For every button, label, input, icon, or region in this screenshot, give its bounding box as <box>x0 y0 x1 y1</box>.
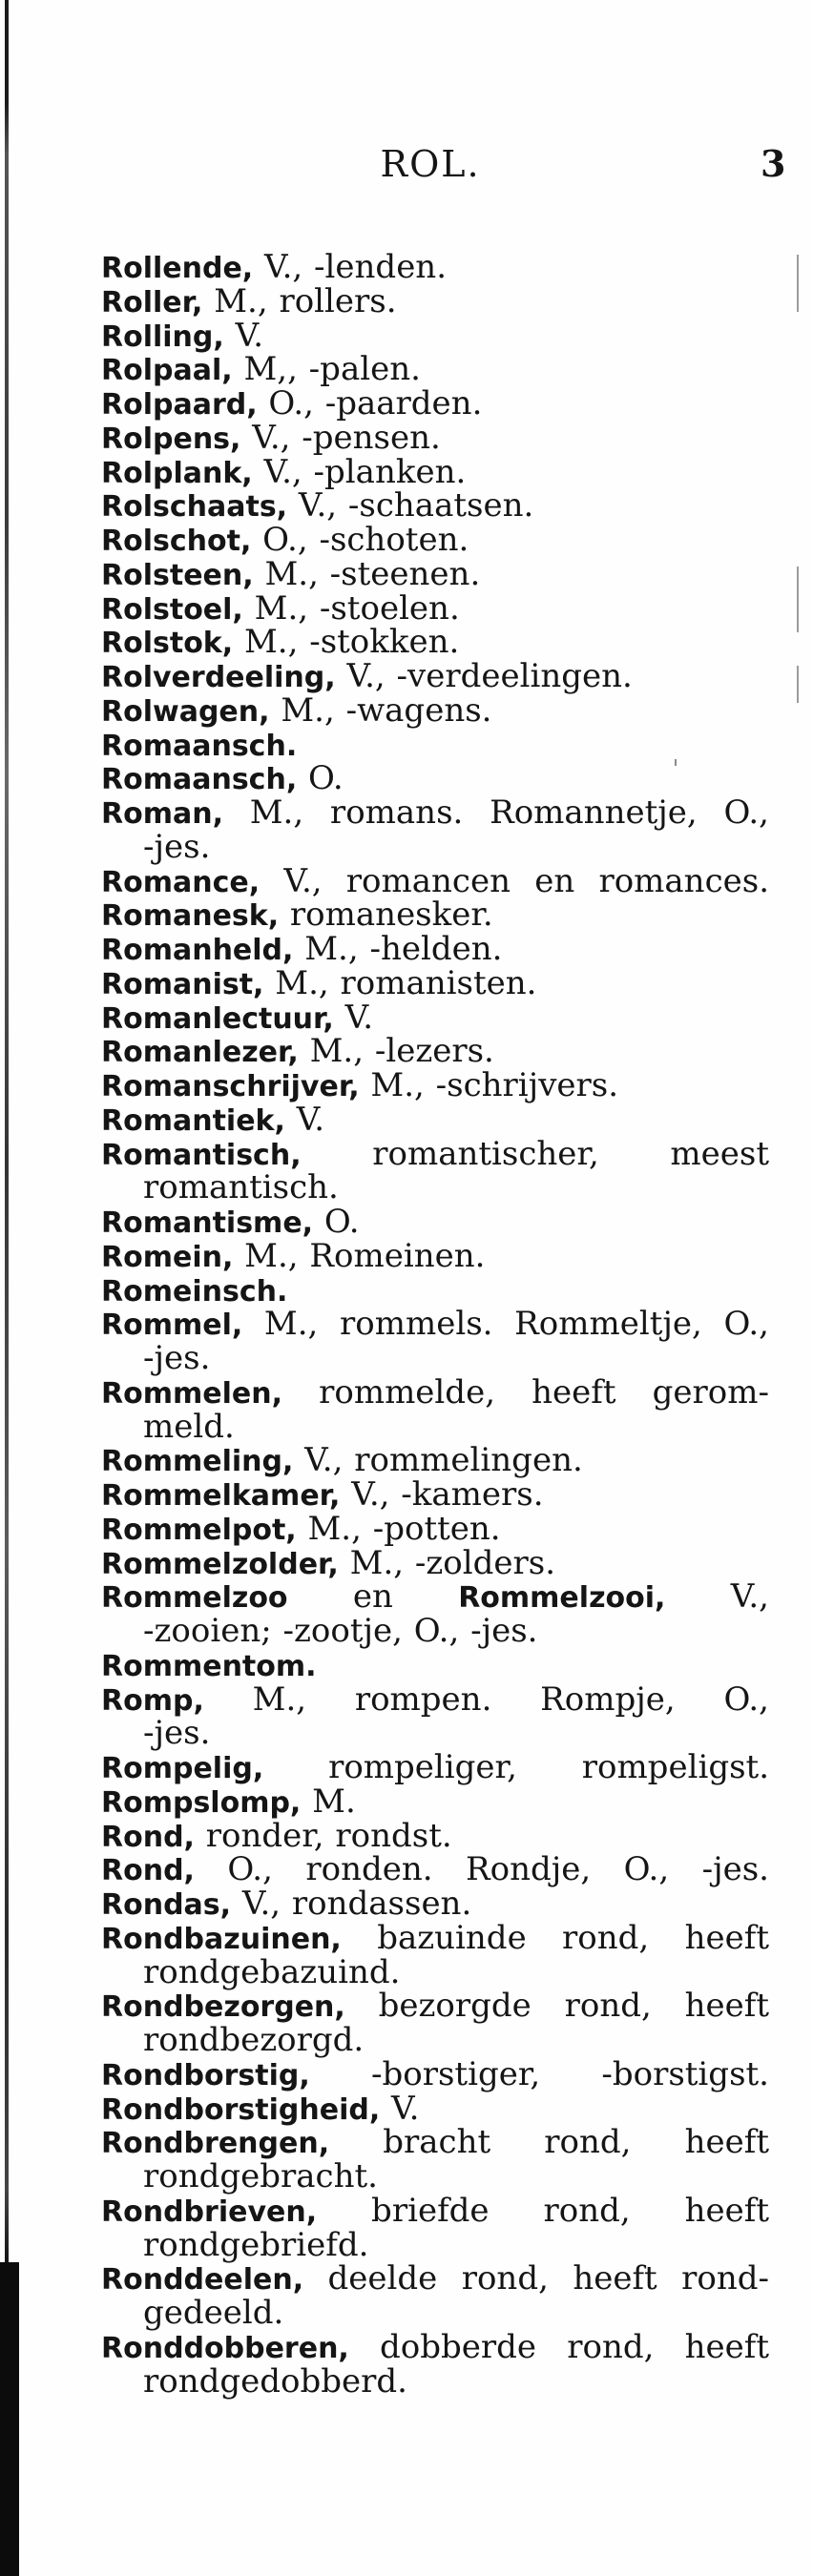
entry-line <box>101 2123 769 2162</box>
entry-continuation-line <box>101 2225 769 2264</box>
dictionary-entry <box>101 1850 769 1889</box>
entry-line <box>101 793 769 832</box>
entry-line <box>101 963 769 1002</box>
entry-line <box>101 588 769 628</box>
dictionary-entry <box>101 452 769 491</box>
headword: Rolverdeeling, <box>101 661 336 694</box>
entry-line <box>101 1475 769 1514</box>
definition-text: V., -verdeelingen. <box>335 657 633 695</box>
entry-line <box>101 930 769 968</box>
headword: Rondbazuinen, <box>101 1922 342 1956</box>
entry-line <box>101 1032 769 1071</box>
definition-text: rommelde, heeft gerom- <box>281 1372 769 1412</box>
headword: Rondborstig, <box>101 2058 310 2092</box>
definition-text: M., romanisten. <box>263 963 537 1002</box>
headword: Romeinsch. <box>101 1274 288 1309</box>
headword: Romantiek, <box>101 1103 285 1138</box>
headword: Rommelzooi, <box>458 1581 666 1616</box>
definition-text: M., rommels. Rommeltje, O., <box>242 1305 769 1344</box>
dictionary-entry <box>101 554 769 593</box>
entry-line <box>101 1274 769 1309</box>
dictionary-entry <box>101 1748 769 1786</box>
definition-text: rondgebriefd. <box>143 2225 369 2264</box>
definition-text: romantischer, meest <box>301 1134 769 1173</box>
dictionary-entry <box>101 1274 769 1309</box>
dictionary-entry <box>101 623 769 662</box>
definition-text: M., -wagens. <box>269 690 492 730</box>
headword: Rond, <box>101 1820 195 1854</box>
headword: Romanist, <box>101 967 264 1001</box>
definition-text: O., -schoten. <box>251 521 469 559</box>
entry-line <box>101 998 769 1037</box>
dictionary-entry <box>101 1134 769 1207</box>
definition-text: bezorgde rond, heeft <box>344 1987 769 2026</box>
headword: Rompelig, <box>101 1752 264 1785</box>
definition-text: bracht rond, heeft <box>329 2123 769 2162</box>
dictionary-entry <box>101 418 769 457</box>
definition-text: V., rondassen. <box>231 1885 472 1923</box>
running-head: ROL. <box>380 143 481 185</box>
definition-text: rondgebazuind. <box>143 1952 401 1991</box>
headword: Rommelzoo <box>101 1581 288 1616</box>
definition-text: V., rommelingen. <box>293 1441 583 1480</box>
headword: Rolsteen, <box>101 558 254 592</box>
entry-continuation-line <box>101 2157 769 2195</box>
entry-line <box>101 759 769 798</box>
dictionary-entry <box>101 1372 769 1446</box>
entry-line <box>101 350 769 389</box>
dictionary-entry <box>101 1236 769 1275</box>
definition-text: M., -schrijvers. <box>359 1066 619 1104</box>
headword: Romanlectuur, <box>101 1001 334 1036</box>
dictionary-entry <box>101 898 769 933</box>
entry-line <box>101 1441 769 1480</box>
dictionary-entry <box>101 1441 769 1480</box>
entry-continuation-line <box>101 827 769 866</box>
entry-line <box>101 1509 769 1548</box>
headword: Roman, <box>101 797 223 831</box>
page-number <box>761 143 813 185</box>
entry-line <box>101 521 769 559</box>
definition-text: rompeliger, rompeligst. <box>263 1748 769 1786</box>
entry-line <box>101 2259 769 2298</box>
definition-text: V., -lenden. <box>253 248 448 286</box>
headword: Rolwagen, <box>101 694 270 729</box>
definition-text: -jes. <box>143 1714 211 1753</box>
dictionary-entry <box>101 2327 769 2401</box>
entry-line <box>101 657 769 695</box>
definition-text: M., rompen. Rompje, O., <box>203 1680 769 1719</box>
scan-mark <box>797 666 799 703</box>
dictionary-entry <box>101 1577 769 1650</box>
dictionary-entry <box>101 2089 769 2128</box>
dictionary-entry <box>101 281 769 320</box>
definition-text: rondgedobberd. <box>143 2361 407 2401</box>
headword: Roller, <box>101 285 203 319</box>
entry-continuation-line <box>101 1952 769 1991</box>
dictionary-entry <box>101 729 769 763</box>
entry-line <box>101 1887 769 1922</box>
entry-line <box>101 554 769 593</box>
headword: Romanschrijver, <box>101 1070 360 1103</box>
entry-line <box>101 1816 769 1855</box>
entry-line <box>101 1782 769 1821</box>
headword: Rommelzolder, <box>101 1547 339 1581</box>
entry-list <box>101 248 769 2401</box>
definition-text: V., -pensen. <box>240 418 441 457</box>
dictionary-entry <box>101 1680 769 1753</box>
entry-line <box>101 486 769 526</box>
dictionary-entry <box>101 1989 769 2058</box>
dictionary-entry <box>101 384 769 422</box>
entry-line <box>101 452 769 491</box>
headword: Rommelen, <box>101 1376 282 1411</box>
headword: Romantisch, <box>101 1138 302 1172</box>
definition-text: M., -lezers. <box>298 1032 494 1071</box>
definition-text: dobberde rond, heeft <box>348 2327 769 2366</box>
dictionary-entry <box>101 793 769 866</box>
entry-line <box>101 1203 769 1241</box>
entry-line <box>101 1236 769 1275</box>
entry-line <box>101 2191 769 2230</box>
entry-line <box>101 1989 769 2024</box>
headword: Rolschaats, <box>101 490 288 525</box>
entry-line <box>101 1850 769 1889</box>
entry-line <box>101 2054 769 2093</box>
definition-text: ronder, rondst. <box>194 1816 452 1855</box>
entry-line <box>101 1680 769 1719</box>
definition-text: M., rollers. <box>202 281 397 320</box>
dictionary-entry <box>101 1543 769 1582</box>
entry-line <box>101 1372 769 1412</box>
headword: Rommentom. <box>101 1649 317 1683</box>
entry-line <box>101 729 769 763</box>
dictionary-entry <box>101 316 769 355</box>
headword: Rondbrengen, <box>101 2127 330 2161</box>
definition-text: -borstiger, -borstigst. <box>309 2054 769 2093</box>
headword: Romaansch, <box>101 763 298 797</box>
definition-text: romanesker. <box>279 896 493 935</box>
definition-text: M., -stokken. <box>233 623 460 662</box>
headword: Rolpens, <box>101 422 241 456</box>
dictionary-entry <box>101 2054 769 2093</box>
definition-text: deelde rond, heeft rond- <box>303 2259 769 2298</box>
definition-text: O., ronden. Rondje, O., -jes. <box>194 1850 769 1889</box>
dictionary-entry <box>101 657 769 695</box>
definition-text: M., -steenen. <box>253 554 481 593</box>
headword: Romance, <box>101 865 261 899</box>
dictionary-entry <box>101 1032 769 1071</box>
dictionary-entry <box>101 486 769 526</box>
entry-line <box>101 281 769 320</box>
definition-text: rondbezorgd. <box>143 2021 365 2059</box>
dictionary-entry <box>101 2259 769 2332</box>
entry-continuation-line <box>101 1168 769 1207</box>
headword: Rondas, <box>101 1888 232 1922</box>
entry-line <box>101 1543 769 1582</box>
definition-text: O., -paarden. <box>257 384 483 422</box>
definition-text: V., romancen en romances. <box>260 861 769 900</box>
headword: Romein, <box>101 1240 234 1274</box>
entry-line <box>101 316 769 355</box>
definition-text: V., -kamers. <box>340 1475 544 1514</box>
definition-text: bazuinde rond, heeft <box>341 1918 769 1957</box>
entry-continuation-line <box>101 1407 769 1446</box>
definition-text: M., -helden. <box>293 930 503 968</box>
dictionary-entry <box>101 1887 769 1922</box>
definition-text: meld. <box>143 1407 235 1446</box>
headword: Ronddobberen, <box>101 2331 349 2365</box>
headword: Rommel, <box>101 1309 243 1343</box>
headword: Rond, <box>101 1854 195 1888</box>
headword: Rompslomp, <box>101 1785 302 1820</box>
entry-line <box>101 2327 769 2366</box>
definition-text: -zooien; -zootje, O., -jes. <box>143 1612 538 1650</box>
entry-line <box>101 690 769 730</box>
dictionary-entry <box>101 1816 769 1855</box>
headword: Rolstoel, <box>101 592 243 627</box>
definition-text: V. <box>223 316 264 355</box>
entry-line <box>101 1649 769 1683</box>
definition-text: V. <box>333 998 374 1037</box>
entry-line <box>101 1100 769 1139</box>
definition-text: M., Romeinen. <box>233 1236 486 1275</box>
entry-continuation-line <box>101 2021 769 2059</box>
dictionary-entry <box>101 1509 769 1548</box>
definition-text: M. <box>301 1782 356 1821</box>
entry-continuation-line <box>101 2294 769 2332</box>
headword: Romp, <box>101 1683 204 1718</box>
headword: Rondborstigheid, <box>101 2092 381 2127</box>
entry-line <box>101 1918 769 1957</box>
dictionary-entry <box>101 1203 769 1241</box>
scan-mark <box>797 255 799 312</box>
definition-text: rondgebracht. <box>143 2157 378 2195</box>
definition-text: V. <box>380 2089 420 2128</box>
dictionary-entry <box>101 1100 769 1139</box>
headword: Rommelpot, <box>101 1513 297 1547</box>
definition-text: V., -schaatsen. <box>287 486 534 526</box>
entry-line <box>101 418 769 457</box>
definition-text: V. <box>284 1100 325 1139</box>
dictionary-entry <box>101 930 769 968</box>
definition-text: -jes. <box>143 1339 211 1377</box>
entry-line <box>101 623 769 662</box>
entry-continuation-line <box>101 1339 769 1377</box>
dictionary-entry <box>101 521 769 559</box>
entry-line <box>101 1134 769 1173</box>
entry-line <box>101 248 769 286</box>
headword: Rondbrieven, <box>101 2195 318 2229</box>
entry-line <box>101 1305 769 1344</box>
dictionary-entry <box>101 248 769 286</box>
definition-text: -jes. <box>143 827 211 866</box>
dictionary-entry <box>101 1305 769 1377</box>
scan-binding-shadow <box>0 2262 19 2576</box>
definition-text: O. <box>297 759 344 798</box>
dictionary-entry <box>101 588 769 628</box>
scan-mark <box>797 567 799 632</box>
dictionary-entry <box>101 350 769 389</box>
headword: Ronddeelen, <box>101 2263 304 2298</box>
definition-text: romantisch. <box>143 1168 339 1207</box>
headword: Romanesk, <box>101 899 280 934</box>
headword: Rolplank, <box>101 456 253 490</box>
definition-text: M., -potten. <box>296 1509 501 1548</box>
dictionary-entry <box>101 2191 769 2264</box>
entry-line <box>101 384 769 422</box>
entry-continuation-line <box>101 2361 769 2401</box>
dictionary-entry <box>101 2123 769 2195</box>
headword: Romanlezer, <box>101 1036 299 1070</box>
dictionary-entry <box>101 1918 769 1991</box>
headword: Rollende, <box>101 252 254 285</box>
dictionary-entry <box>101 1066 769 1104</box>
headword: Rolpaard, <box>101 388 258 422</box>
definition-text: en <box>287 1577 459 1617</box>
dictionary-entry <box>101 1475 769 1514</box>
definition-text: O. <box>313 1203 360 1241</box>
definition-text: gedeeld. <box>143 2294 284 2332</box>
headword: Rommeling, <box>101 1445 294 1479</box>
headword: Romantisme, <box>101 1206 314 1240</box>
definition-text: M., -stoelen. <box>242 588 460 628</box>
scan-binding-edge <box>5 0 9 2576</box>
dictionary-entry <box>101 998 769 1037</box>
entry-line <box>101 1577 769 1617</box>
definition-text: briefde rond, heeft <box>317 2191 769 2230</box>
headword: Rommelkamer, <box>101 1479 341 1513</box>
entry-line <box>101 898 769 933</box>
dictionary-entry <box>101 963 769 1002</box>
entry-line <box>101 1066 769 1104</box>
headword: Rolstok, <box>101 627 234 661</box>
dictionary-entry <box>101 759 769 798</box>
entry-line <box>101 1748 769 1786</box>
dictionary-entry <box>101 861 769 900</box>
headword: Romanheld, <box>101 934 294 967</box>
definition-text: V., -planken. <box>252 452 467 491</box>
headword: Romaansch. <box>101 729 298 763</box>
headword: Rolling, <box>101 319 224 354</box>
dictionary-entry <box>101 690 769 730</box>
headword: Rondbezorgen, <box>101 1990 345 2025</box>
headword: Rolpaal, <box>101 354 233 388</box>
definition-text: M,, -palen. <box>232 350 421 389</box>
entry-continuation-line <box>101 1612 769 1650</box>
page-number-text: 3 <box>761 143 786 185</box>
entry-line <box>101 861 769 900</box>
dictionary-entry <box>101 1782 769 1821</box>
entry-continuation-line <box>101 1714 769 1753</box>
headword: Rolschot, <box>101 525 252 558</box>
entry-line <box>101 2089 769 2128</box>
dictionary-entry <box>101 1649 769 1683</box>
definition-text: M., -zolders. <box>338 1543 556 1582</box>
definition-text: V., <box>665 1577 769 1617</box>
definition-text: M., romans. Romannetje, O., <box>222 793 769 832</box>
